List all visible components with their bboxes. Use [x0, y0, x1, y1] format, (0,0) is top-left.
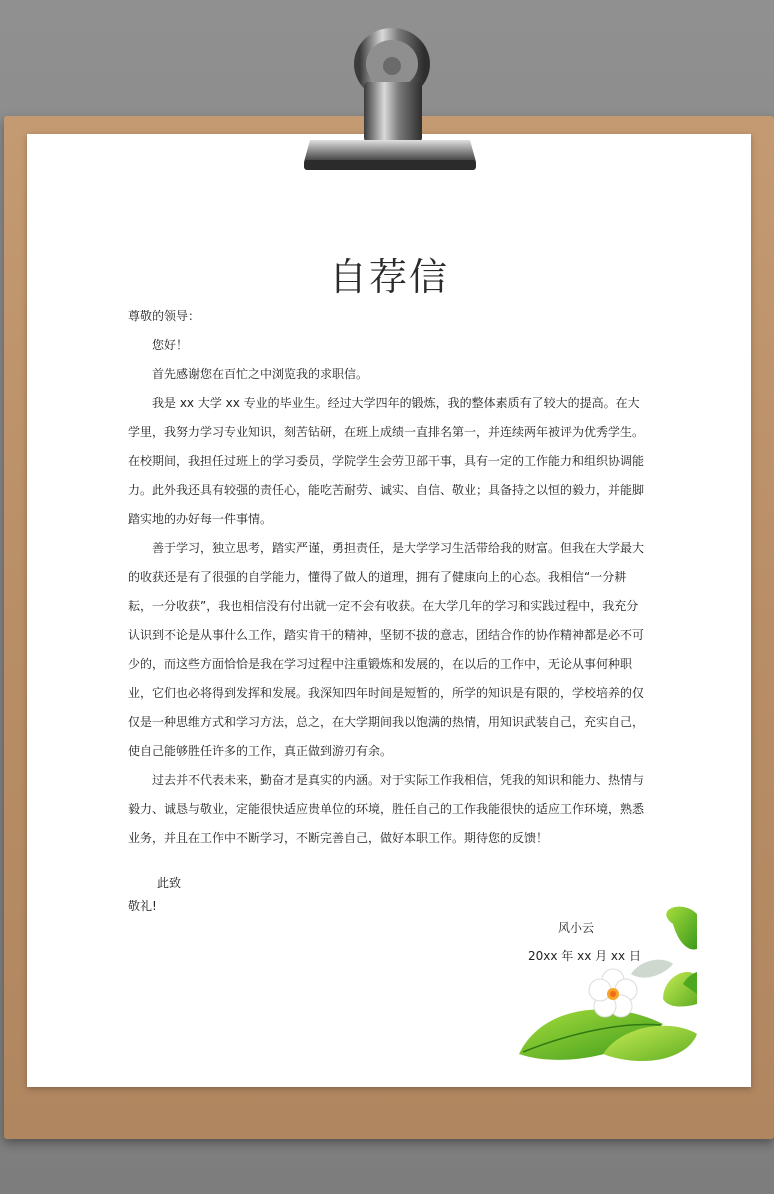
- letter-date: 20xx 年 xx 月 xx 日: [528, 949, 641, 963]
- paragraph-background: 我是 xx 大学 xx 专业的毕业生。经过大学四年的锻炼，我的整体素质有了较大的提高。在大学里，我努力学习专业知识，刻苦钻研，在班上成绩一直排名第一，并连续两年被评为优秀学生。在校期间，我担任过班上的学习委员，学院学生会劳卫部干事，具有一定的工作能力和组织协调能力。此外我还具有较强的责任心，能吃苦耐劳、诚实、自信、敬业；具备持之以恒的毅力，并能脚踏实地的办好每一件事情。: [128, 396, 645, 526]
- salute-line: 敬礼!: [128, 899, 157, 913]
- binder-clip-icon: [300, 22, 480, 182]
- paragraph-intro: 首先感谢您在百忙之中浏览我的求职信。: [152, 367, 369, 381]
- letter-body: [128, 302, 644, 853]
- letter-paper: [27, 134, 751, 1087]
- closing-line: 此致: [157, 876, 182, 890]
- paragraph-learning: 善于学习，独立思考，踏实严谨，勇担责任，是大学学习生活带给我的财富。但我在大学最大的收获还是有了很强的自学能力，懂得了做人的道理，拥有了健康向上的心态。我相信“一分耕耘，一分收获”，我也相信没有付出就一定不会有收获。在大学几年的学习和实践过程中，我充分认识到不论是从事什么工作，踏实肯干的精神，坚韧不拔的意志，团结合作的协作精神都是必不可少的，而这些方面恰恰是我在学习过程中注重锻炼和发展的，在以后的工作中，无论从事何种职业，它们也必将得到发挥和发展。我深知四年时间是短暂的，所学的知识是有限的，学校培养的仅仅是一种思维方式和学习方法，总之，在大学期间我以饱满的热情，用知识武装自己，充实自己，使自己能够胜任许多的工作，真正做到游刃有余。: [128, 541, 645, 758]
- page-title: 自荐信: [328, 255, 449, 299]
- paragraph-future: 过去并不代表未来，勤奋才是真实的内涵。对于实际工作我相信，凭我的知识和能力、热情与毅力、诚恳与敬业，定能很快适应贵单位的环境，胜任自己的工作我能很快的适应工作环境，熟悉业务，并且在工作中不断学习，不断完善自己，做好本职工作。期待您的反馈！: [128, 773, 645, 845]
- hello-line: 您好！: [152, 338, 189, 352]
- greeting: 尊敬的领导：: [128, 309, 201, 323]
- flower-leaves-icon: [513, 904, 697, 1064]
- signer-name: 风小云: [558, 921, 595, 935]
